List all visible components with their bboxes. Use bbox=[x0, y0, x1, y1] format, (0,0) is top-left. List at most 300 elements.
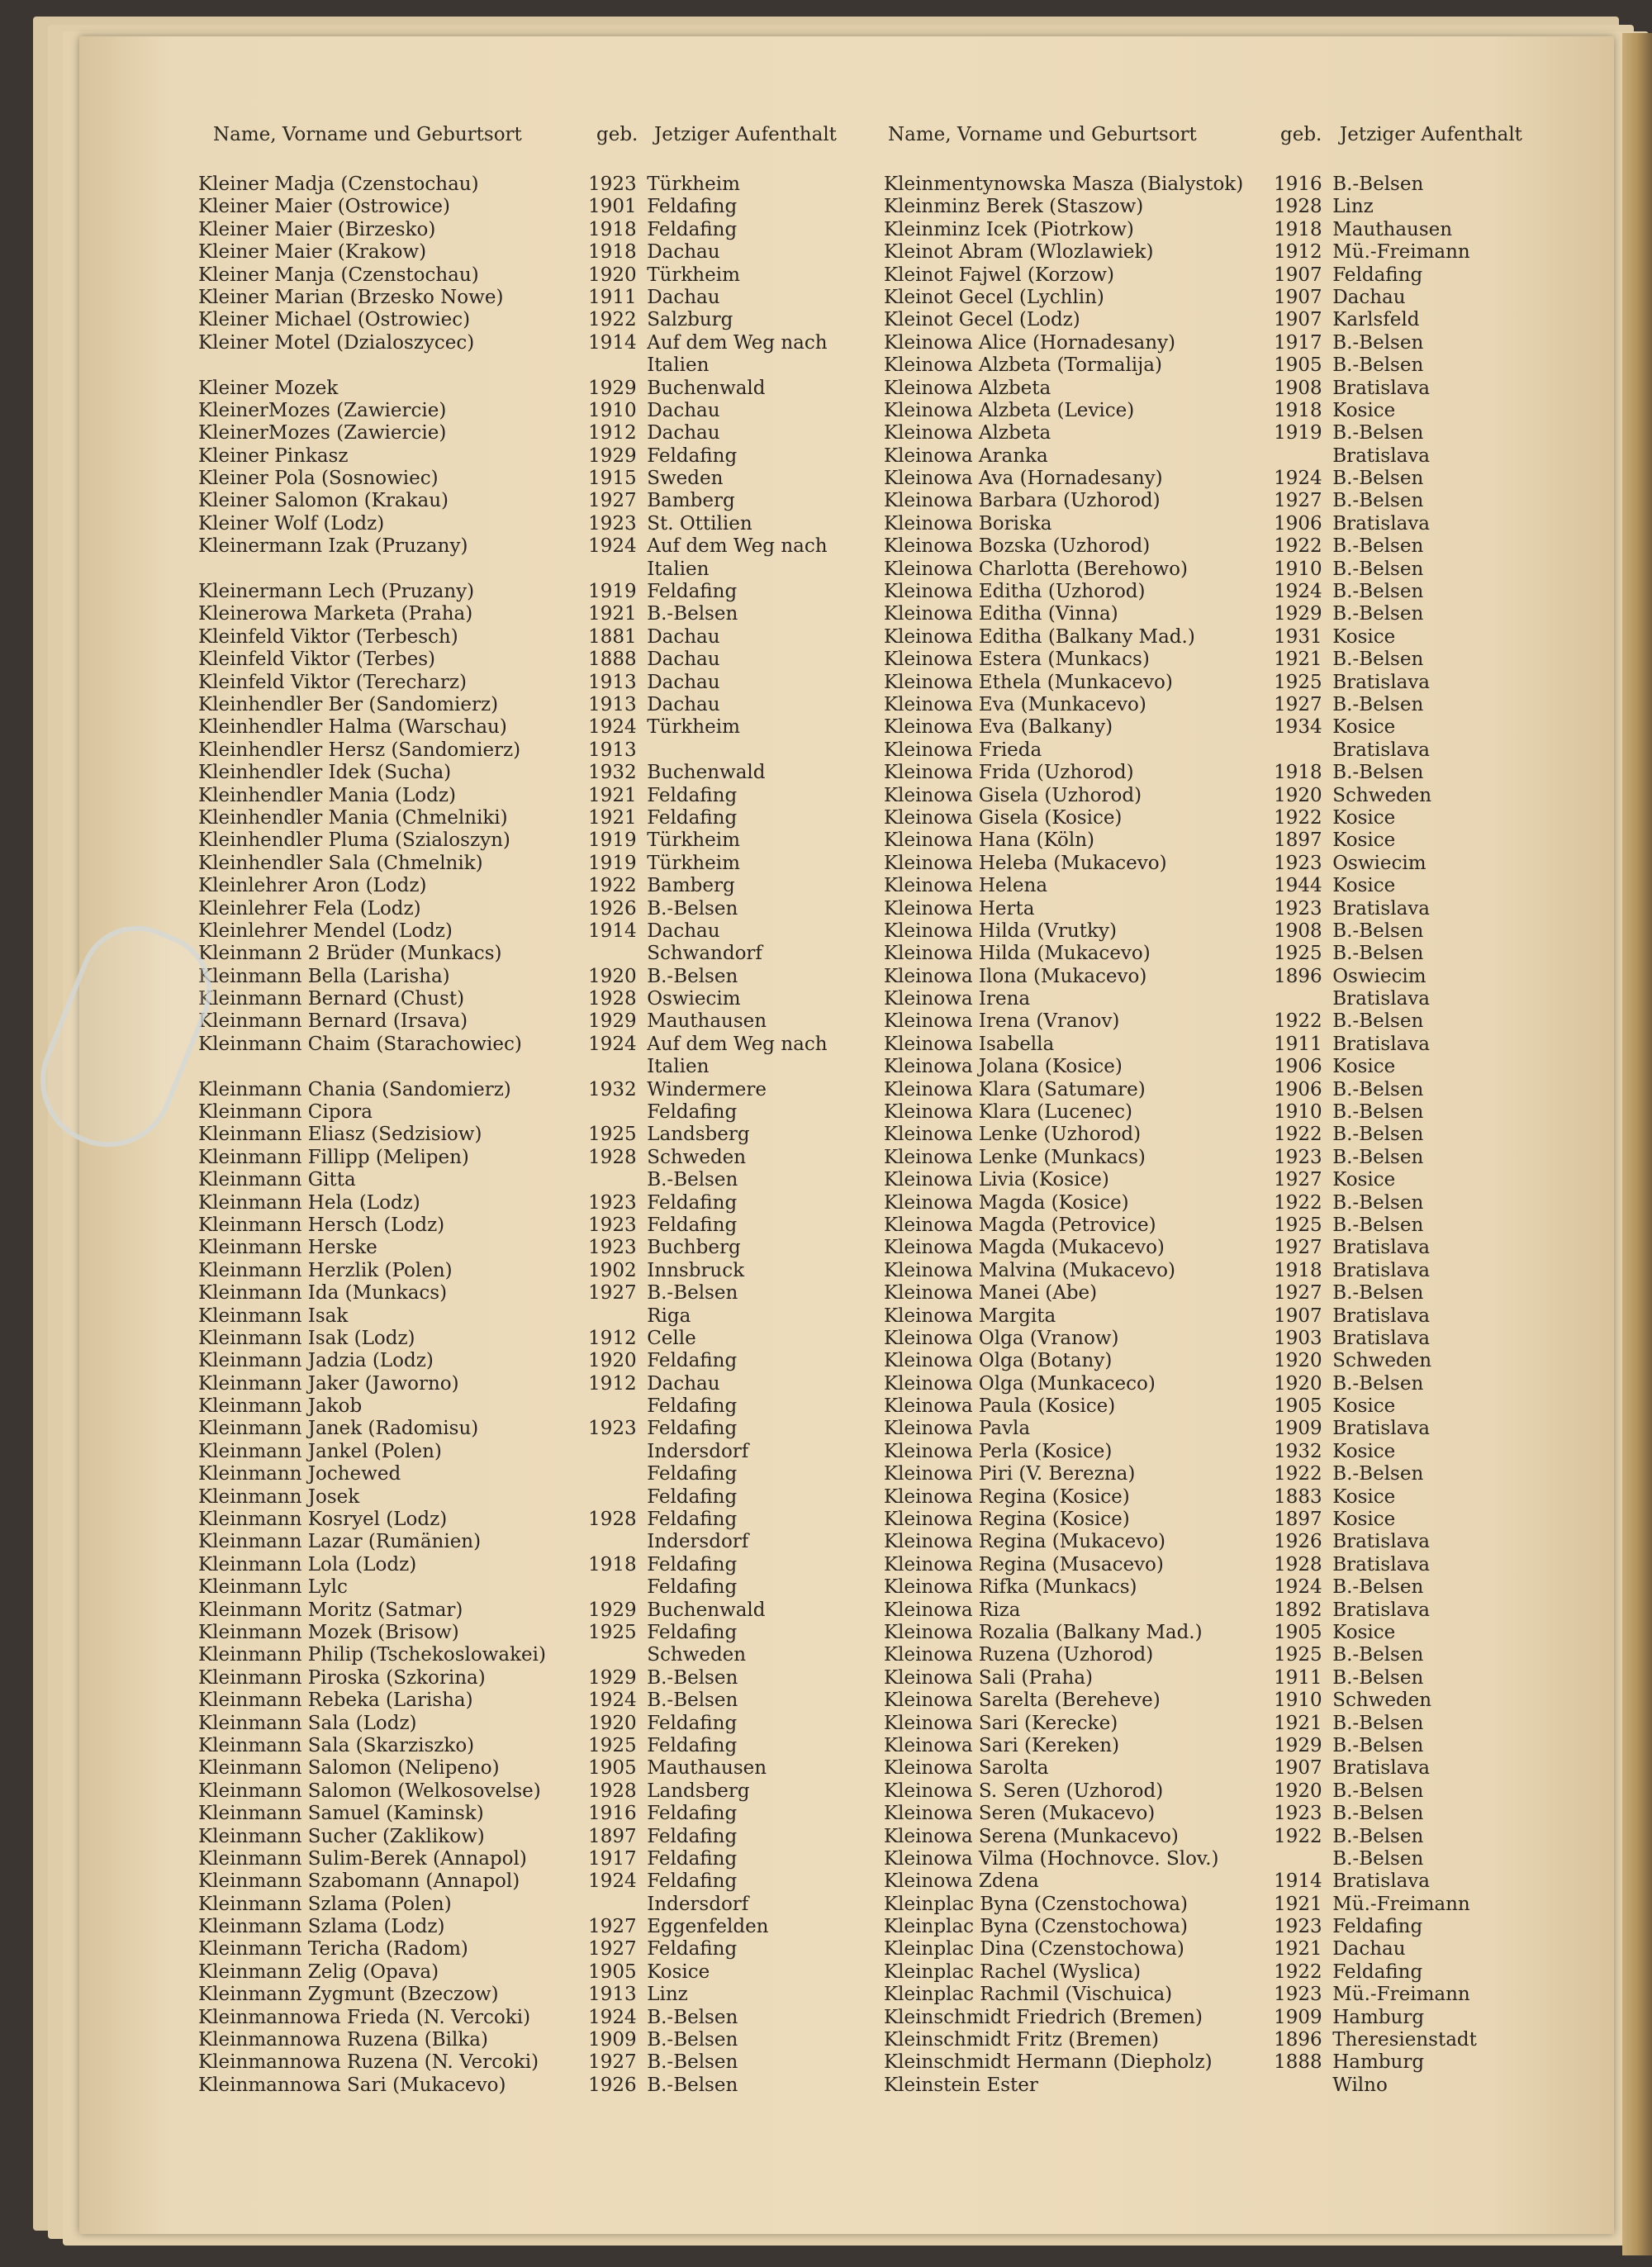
entry-place: Dachau bbox=[647, 1372, 720, 1395]
entry-year: 1925 bbox=[1274, 1644, 1322, 1666]
entry-year: 1929 bbox=[1274, 603, 1322, 625]
entry-year bbox=[588, 1894, 647, 1916]
entry-place: Wilno bbox=[1332, 2074, 1388, 2096]
entry-year: 1928 bbox=[1274, 1553, 1322, 1575]
entry-place: Oswiecim bbox=[1332, 852, 1427, 874]
entry-year: 1927 bbox=[588, 490, 637, 512]
entry-place: Kosice bbox=[1332, 1622, 1396, 1643]
list-item bbox=[884, 445, 1545, 468]
entry-year: 1915 bbox=[588, 468, 637, 490]
entry-year: 1911 bbox=[1274, 1033, 1322, 1055]
entry-place: Indersdorf bbox=[647, 1531, 749, 1553]
entry-name: Kleinowa Perla (Kosice) bbox=[884, 1440, 1113, 1462]
list-item bbox=[198, 1780, 859, 1803]
entry-year: 1928 bbox=[588, 1146, 637, 1168]
entry-name bbox=[198, 354, 588, 377]
list-item bbox=[198, 196, 859, 218]
entry-name: Kleinmann Sucher (Zaklikow) bbox=[198, 1825, 485, 1847]
list-item bbox=[884, 1395, 1545, 1418]
entry-name: Kleinfeld Viktor (Terbesch) bbox=[198, 625, 458, 648]
entry-place: Feldafing bbox=[647, 1418, 738, 1440]
entry-name: Kleiner Manja (Czenstochau) bbox=[198, 264, 479, 286]
entry-year: 1923 bbox=[588, 1237, 637, 1259]
entry-place: B.-Belsen bbox=[1332, 581, 1424, 603]
entry-name: Kleinlehrer Fela (Lodz) bbox=[198, 897, 421, 920]
entry-year: 1916 bbox=[1274, 173, 1322, 195]
entry-place: Kosice bbox=[1332, 875, 1396, 897]
entry-name: Kleiner Maier (Ostrowice) bbox=[198, 196, 450, 218]
list-item bbox=[198, 1961, 859, 1984]
list-item bbox=[884, 1509, 1545, 1531]
list-item bbox=[884, 1373, 1545, 1395]
entry-year: 1907 bbox=[1274, 1757, 1322, 1780]
entry-name: Kleinmann Hersch (Lodz) bbox=[198, 1214, 445, 1236]
entry-place: St. Ottilien bbox=[647, 512, 752, 535]
list-item bbox=[198, 219, 859, 241]
entry-year: 1929 bbox=[588, 377, 637, 399]
entry-name: Kleinowa Alzbeta bbox=[884, 377, 1051, 399]
entry-year: 1910 bbox=[1274, 1101, 1322, 1124]
entry-place: Feldafing bbox=[647, 1101, 738, 1124]
list-item bbox=[884, 1486, 1545, 1509]
list-item bbox=[884, 853, 1545, 875]
entry-year bbox=[588, 1531, 647, 1553]
entry-place: B.-Belsen bbox=[1332, 468, 1424, 490]
entry-place: Mauthausen bbox=[647, 1757, 767, 1780]
entry-name: Kleinplac Byna (Czenstochowa) bbox=[884, 1893, 1188, 1915]
entry-year bbox=[588, 1486, 647, 1509]
entry-name: Kleinowa Piri (V. Berezna) bbox=[884, 1463, 1136, 1485]
list-item bbox=[198, 1848, 859, 1870]
entry-place: Buchenwald bbox=[647, 377, 766, 399]
entry-year: 1923 bbox=[588, 1214, 637, 1236]
entry-year: 1918 bbox=[1274, 399, 1322, 421]
entry-year bbox=[588, 1576, 647, 1599]
list-item bbox=[884, 196, 1545, 218]
entry-place: Kosice bbox=[1332, 399, 1396, 421]
list-item bbox=[884, 1124, 1545, 1146]
entry-name: Kleinot Abram (Wlozlawiek) bbox=[884, 241, 1154, 264]
entry-place: Bratislava bbox=[1332, 1259, 1430, 1281]
entry-place: Feldafing bbox=[1332, 264, 1423, 286]
entry-year: 1919 bbox=[588, 829, 637, 852]
entry-place: B.-Belsen bbox=[647, 897, 738, 920]
entry-name: Kleinminz Berek (Staszow) bbox=[884, 196, 1144, 218]
entry-year bbox=[588, 1644, 647, 1666]
entry-name: Kleinmann Ida (Munkacs) bbox=[198, 1282, 448, 1305]
entry-name: Kleinowa Alzbeta (Tormalija) bbox=[884, 354, 1162, 377]
list-item bbox=[884, 785, 1545, 807]
entry-name: Kleinowa Olga (Botany) bbox=[884, 1350, 1113, 1372]
entry-name: Kleinmann Lylc bbox=[198, 1576, 348, 1599]
entry-name: Kleinowa Manei (Abe) bbox=[884, 1282, 1098, 1305]
entry-name: Kleinmentynowska Masza (Bialystok) bbox=[884, 173, 1244, 195]
list-item bbox=[884, 309, 1545, 331]
entry-year: 1903 bbox=[1274, 1327, 1322, 1349]
entry-year bbox=[1274, 2075, 1332, 2097]
entry-year: 1917 bbox=[1274, 331, 1322, 354]
entry-name: Kleinhendler Sala (Chmelnik) bbox=[198, 852, 483, 874]
entry-place: B.-Belsen bbox=[1332, 1372, 1424, 1395]
list-item bbox=[198, 173, 859, 196]
list-item bbox=[198, 1260, 859, 1282]
entry-name: Kleinowa Regina (Kosice) bbox=[884, 1485, 1130, 1508]
entry-year bbox=[588, 943, 647, 965]
entry-year: 1928 bbox=[588, 1780, 637, 1802]
entry-place: Oswiecim bbox=[647, 988, 741, 1010]
entry-place: B.-Belsen bbox=[1332, 1712, 1424, 1734]
entry-year: 1905 bbox=[1274, 1395, 1322, 1418]
entry-place: B.-Belsen bbox=[1332, 1734, 1424, 1756]
entry-place: Indersdorf bbox=[647, 1893, 749, 1915]
entry-name: Kleinmann Jochewed bbox=[198, 1463, 401, 1485]
entry-place: Dachau bbox=[647, 422, 720, 444]
entry-place: Auf dem Weg nach bbox=[647, 331, 828, 354]
list-item bbox=[198, 1237, 859, 1259]
entry-place: B.-Belsen bbox=[1332, 1780, 1424, 1802]
entry-place: Bratislava bbox=[1332, 1033, 1430, 1055]
entry-name: Kleinowa Isabella bbox=[884, 1033, 1055, 1055]
entry-year: 1920 bbox=[1274, 784, 1322, 806]
list-item bbox=[198, 2029, 859, 2051]
entry-place: Türkheim bbox=[647, 829, 740, 852]
entry-place: B.-Belsen bbox=[1332, 1078, 1424, 1100]
entry-name: Kleinowa Eva (Munkacevo) bbox=[884, 693, 1146, 715]
entry-place: Feldafing bbox=[647, 784, 738, 806]
list-item bbox=[884, 966, 1545, 988]
entry-year: 1918 bbox=[588, 241, 637, 264]
entry-year: 1897 bbox=[1274, 829, 1322, 852]
list-item bbox=[198, 1599, 859, 1622]
list-item bbox=[198, 513, 859, 535]
entry-year: 1914 bbox=[1274, 1870, 1322, 1893]
entry-name: Kleinmannowa Sari (Mukacevo) bbox=[198, 2074, 506, 2096]
entry-place: Bratislava bbox=[1332, 1418, 1430, 1440]
entry-year: 1919 bbox=[1274, 422, 1322, 444]
entry-name: Kleinowa Ruzena (Uzhorod) bbox=[884, 1644, 1154, 1666]
entry-year: 1881 bbox=[588, 625, 637, 648]
entry-name: Kleinowa Aranka bbox=[884, 444, 1048, 467]
entry-name: Kleinmann Josek bbox=[198, 1485, 360, 1508]
entry-place: Oswiecim bbox=[1332, 965, 1427, 987]
entry-year: 1896 bbox=[1274, 2029, 1322, 2051]
entry-year: 1914 bbox=[588, 920, 637, 942]
entry-year: 1923 bbox=[588, 1191, 637, 1214]
list-item bbox=[884, 672, 1545, 694]
list-item bbox=[884, 1554, 1545, 1576]
entry-year: 1929 bbox=[588, 1010, 637, 1033]
entry-name: Kleinot Fajwel (Korzow) bbox=[884, 264, 1114, 286]
entry-year: 1924 bbox=[588, 1690, 637, 1712]
entry-year: 1921 bbox=[588, 806, 637, 829]
entry-name: Kleinminz Icek (Piotrkow) bbox=[884, 218, 1134, 240]
entry-year: 1924 bbox=[588, 2006, 637, 2028]
entry-place: Kosice bbox=[1332, 1056, 1396, 1078]
entry-year: 1897 bbox=[1274, 1509, 1322, 1531]
entry-place: Kosice bbox=[1332, 1485, 1396, 1508]
list-item bbox=[198, 1328, 859, 1350]
list-item bbox=[198, 1735, 859, 1757]
list-item bbox=[884, 287, 1545, 309]
entry-year: 1922 bbox=[1274, 1010, 1322, 1033]
list-item bbox=[198, 287, 859, 309]
entry-year bbox=[588, 1441, 647, 1463]
entry-place: B.-Belsen bbox=[647, 603, 738, 625]
left-column bbox=[198, 173, 859, 2097]
list-item bbox=[884, 943, 1545, 965]
list-item bbox=[198, 1101, 859, 1124]
entry-name: Kleinmann Hela (Lodz) bbox=[198, 1191, 420, 1214]
entry-name: Kleinowa Pavla bbox=[884, 1418, 1031, 1440]
entry-place: B.-Belsen bbox=[647, 1690, 738, 1712]
entry-name: Kleinot Gecel (Lychlin) bbox=[884, 286, 1104, 308]
list-item bbox=[198, 829, 859, 852]
entry-place: B.-Belsen bbox=[1332, 1146, 1424, 1168]
entry-year bbox=[1274, 739, 1332, 762]
list-item bbox=[198, 1576, 859, 1599]
entry-place: Feldafing bbox=[647, 1553, 738, 1575]
entry-place: B.-Belsen bbox=[647, 1666, 738, 1689]
entry-year: 1924 bbox=[588, 716, 637, 739]
entry-place: Feldafing bbox=[647, 1485, 738, 1508]
entry-place: Bratislava bbox=[1332, 377, 1430, 399]
entry-place: Buchberg bbox=[647, 1237, 741, 1259]
entry-place bbox=[647, 739, 859, 762]
entry-place: Linz bbox=[647, 1984, 688, 2006]
entry-year: 1923 bbox=[588, 1418, 637, 1440]
list-item bbox=[198, 920, 859, 943]
entry-year: 1925 bbox=[588, 1124, 637, 1146]
entry-place: B.-Belsen bbox=[1332, 1644, 1424, 1666]
entry-name: Kleinhendler Idek (Sucha) bbox=[198, 762, 452, 784]
entry-name: Kleinmann Jankel (Polen) bbox=[198, 1440, 442, 1462]
entry-place: Linz bbox=[1332, 196, 1374, 218]
entry-place: Celle bbox=[647, 1327, 696, 1349]
list-item bbox=[198, 1350, 859, 1372]
entry-year: 1910 bbox=[1274, 558, 1322, 580]
entry-place: Hamburg bbox=[1332, 2051, 1425, 2074]
entry-place: B.-Belsen bbox=[1332, 1666, 1424, 1689]
list-item bbox=[198, 966, 859, 988]
entry-place: B.-Belsen bbox=[1332, 1214, 1424, 1236]
entry-year: 1906 bbox=[1274, 1078, 1322, 1100]
entry-place: B.-Belsen bbox=[647, 2029, 738, 2051]
entry-place: Türkheim bbox=[647, 173, 740, 195]
entry-name: Kleinmann Gitta bbox=[198, 1169, 356, 1191]
entry-year: 1888 bbox=[588, 649, 637, 671]
list-item bbox=[884, 1169, 1545, 1191]
list-item bbox=[198, 1509, 859, 1531]
entry-place: Feldafing bbox=[647, 1712, 738, 1734]
entry-year bbox=[588, 1305, 647, 1328]
entry-place: B.-Belsen bbox=[1332, 920, 1424, 942]
list-item bbox=[198, 264, 859, 287]
right-header-place: Jetziger Aufenthalt bbox=[1340, 124, 1522, 145]
entry-year: 1921 bbox=[1274, 1712, 1322, 1734]
list-item bbox=[198, 1757, 859, 1780]
list-item bbox=[198, 649, 859, 671]
entry-place: Dachau bbox=[647, 671, 720, 693]
entry-name: Kleinplac Dina (Czenstochowa) bbox=[884, 1938, 1184, 1960]
entry-name: Kleiner Madja (Czenstochau) bbox=[198, 173, 479, 195]
entry-place: Kosice bbox=[1332, 625, 1396, 648]
entry-place: Feldafing bbox=[647, 1463, 738, 1485]
entry-name: Kleiner Maier (Birzesko) bbox=[198, 218, 436, 240]
entry-place: B.-Belsen bbox=[1332, 762, 1424, 784]
entry-name: Kleinowa Sali (Praha) bbox=[884, 1666, 1094, 1689]
entry-place: Dachau bbox=[647, 399, 720, 421]
entry-name: Kleinowa Ethela (Munkacevo) bbox=[884, 671, 1173, 693]
entry-year: 1920 bbox=[588, 965, 637, 987]
entry-year: 1927 bbox=[588, 1938, 637, 1960]
list-item bbox=[884, 762, 1545, 784]
entry-place: Dachau bbox=[1332, 286, 1406, 308]
list-item bbox=[884, 1101, 1545, 1124]
entry-place: B.-Belsen bbox=[1332, 1191, 1424, 1214]
entry-year: 1908 bbox=[1274, 920, 1322, 942]
entry-name: Kleinowa Serena (Munkacevo) bbox=[884, 1825, 1179, 1847]
list-item bbox=[198, 1147, 859, 1169]
list-item bbox=[198, 1690, 859, 1712]
entry-year: 1919 bbox=[588, 581, 637, 603]
list-item bbox=[198, 807, 859, 829]
entry-place: B.-Belsen bbox=[1332, 603, 1424, 625]
entry-name: Kleinmann Rebeka (Larisha) bbox=[198, 1690, 473, 1712]
entry-name: Kleinmann Zelig (Opava) bbox=[198, 1960, 439, 1983]
entry-name: Kleinowa Herta bbox=[884, 897, 1035, 920]
list-item bbox=[198, 1010, 859, 1033]
list-item bbox=[198, 558, 859, 581]
entry-place: Hamburg bbox=[1332, 2006, 1425, 2028]
entry-name: Kleinmann Jaker (Jaworno) bbox=[198, 1372, 459, 1395]
entry-year bbox=[588, 1101, 647, 1124]
entry-year: 1912 bbox=[588, 422, 637, 444]
entry-name: Kleinowa Magda (Mukacevo) bbox=[884, 1237, 1165, 1259]
entry-place: B.-Belsen bbox=[1332, 354, 1424, 377]
entry-name: Kleinmann Janek (Radomisu) bbox=[198, 1418, 479, 1440]
entry-year: 1922 bbox=[1274, 1960, 1322, 1983]
entry-year: 1918 bbox=[1274, 1259, 1322, 1281]
entry-place: Feldafing bbox=[647, 1214, 738, 1236]
entry-name: Kleinowa Gisela (Kosice) bbox=[884, 806, 1123, 829]
entry-year: 1934 bbox=[1274, 716, 1322, 739]
entry-name: Kleinmann Chaim (Starachowiec) bbox=[198, 1033, 522, 1055]
entry-year: 1896 bbox=[1274, 965, 1322, 987]
list-item bbox=[198, 1531, 859, 1553]
entry-name: Kleinowa Frieda bbox=[884, 739, 1042, 761]
list-item bbox=[884, 1305, 1545, 1328]
entry-name: Kleinowa Boriska bbox=[884, 512, 1052, 535]
entry-name: Kleinowa Paula (Kosice) bbox=[884, 1395, 1116, 1418]
list-item bbox=[198, 1169, 859, 1191]
entry-year: 1909 bbox=[1274, 1418, 1322, 1440]
list-item bbox=[884, 354, 1545, 377]
entry-name: Kleinschmidt Friedrich (Bremen) bbox=[884, 2006, 1203, 2028]
entry-year: 1921 bbox=[1274, 1893, 1322, 1915]
entry-year: 1925 bbox=[1274, 1214, 1322, 1236]
entry-place: Bratislava bbox=[1332, 671, 1430, 693]
entry-year: 1905 bbox=[588, 1960, 637, 1983]
entry-place: Feldafing bbox=[647, 1847, 738, 1870]
entry-name: Kleinowa Helena bbox=[884, 875, 1048, 897]
entry-year: 1927 bbox=[1274, 490, 1322, 512]
list-item bbox=[884, 581, 1545, 603]
entry-year: 1922 bbox=[1274, 1463, 1322, 1485]
entry-year: 1927 bbox=[588, 1916, 637, 1938]
entry-year: 1922 bbox=[588, 309, 637, 331]
entry-place: B.-Belsen bbox=[1332, 1825, 1424, 1847]
list-item bbox=[884, 649, 1545, 671]
entry-year: 1929 bbox=[588, 1666, 637, 1689]
list-item bbox=[884, 1644, 1545, 1666]
entry-name: Kleinowa Hana (Köln) bbox=[884, 829, 1095, 852]
right-header-name: Name, Vorname und Geburtsort bbox=[888, 124, 1197, 145]
list-item bbox=[884, 1010, 1545, 1033]
entry-name: Kleinmann Philip (Tschekoslowakei) bbox=[198, 1644, 546, 1666]
entry-name: Kleinowa Editha (Uzhorod) bbox=[884, 581, 1146, 603]
entry-year bbox=[1274, 445, 1332, 468]
entry-name: Kleinmann Bernard (Irsava) bbox=[198, 1010, 468, 1033]
list-item bbox=[884, 241, 1545, 264]
list-item bbox=[884, 422, 1545, 444]
list-item bbox=[884, 1441, 1545, 1463]
list-item bbox=[884, 1916, 1545, 1938]
entry-year: 1923 bbox=[1274, 852, 1322, 874]
list-item bbox=[198, 1463, 859, 1485]
entry-year: 1927 bbox=[1274, 693, 1322, 715]
entry-place: B.-Belsen bbox=[1332, 535, 1424, 558]
entry-year: 1888 bbox=[1274, 2051, 1322, 2074]
entry-name: Kleinschmidt Hermann (Diepholz) bbox=[884, 2051, 1213, 2074]
list-item bbox=[884, 1576, 1545, 1599]
list-item bbox=[198, 2075, 859, 2097]
entry-name: Kleinowa Lenke (Munkacs) bbox=[884, 1146, 1146, 1168]
entry-name: Kleinfeld Viktor (Terbes) bbox=[198, 649, 435, 671]
entry-place: Feldafing bbox=[647, 444, 738, 467]
entry-year: 1923 bbox=[1274, 1984, 1322, 2006]
entry-name: Kleinowa Charlotta (Berehowo) bbox=[884, 558, 1188, 580]
entry-place: Auf dem Weg nach bbox=[647, 1033, 828, 1055]
entry-place: B.-Belsen bbox=[647, 1282, 738, 1305]
entry-place: Bratislava bbox=[1332, 1757, 1430, 1780]
entry-place: Bratislava bbox=[1332, 1237, 1430, 1259]
entry-name: Kleinmann Zygmunt (Bzeczow) bbox=[198, 1984, 499, 2006]
entry-name: Kleiner Motel (Dzialoszycec) bbox=[198, 331, 475, 354]
entry-name: Kleinowa Editha (Vinna) bbox=[884, 603, 1118, 625]
list-item bbox=[884, 1780, 1545, 1803]
entry-place: Bamberg bbox=[647, 875, 735, 897]
entry-year: 1892 bbox=[1274, 1599, 1322, 1621]
entry-year: 1920 bbox=[588, 1350, 637, 1372]
entry-name: Kleinhendler Mania (Chmelniki) bbox=[198, 806, 508, 829]
entry-place: B.-Belsen bbox=[1332, 649, 1424, 671]
entry-place: Feldafing bbox=[647, 218, 738, 240]
entry-name: Kleinowa Riza bbox=[884, 1599, 1021, 1621]
entry-year: 1927 bbox=[1274, 1282, 1322, 1305]
entry-year: 1926 bbox=[588, 2074, 637, 2096]
entry-place: B.-Belsen bbox=[1332, 422, 1424, 444]
list-item bbox=[884, 1803, 1545, 1825]
entry-place: Bratislava bbox=[1332, 1531, 1430, 1553]
entry-name: Kleinowa Seren (Mukacevo) bbox=[884, 1803, 1156, 1825]
entry-name: Kleinowa Magda (Kosice) bbox=[884, 1191, 1129, 1214]
entry-place: Bratislava bbox=[1332, 512, 1430, 535]
list-item bbox=[884, 1984, 1545, 2006]
entry-name: Kleinowa Olga (Vranow) bbox=[884, 1327, 1119, 1349]
entry-year: 1913 bbox=[588, 671, 637, 693]
entry-name: Kleinmann Eliasz (Sedzisiow) bbox=[198, 1124, 482, 1146]
list-item bbox=[198, 1441, 859, 1463]
